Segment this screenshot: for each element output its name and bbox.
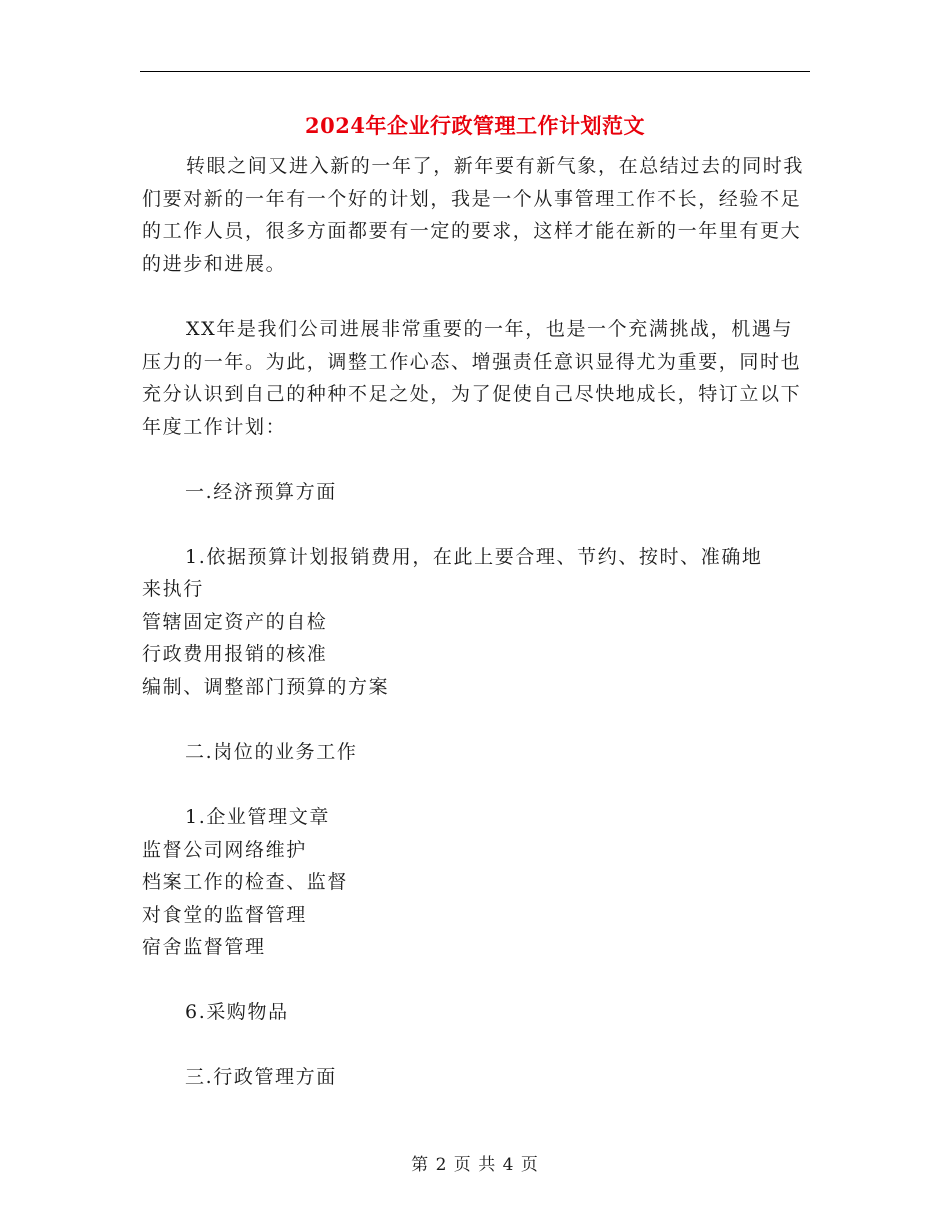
section-heading-budget: 一.经济预算方面 <box>185 481 337 503</box>
list-item: 监督公司网络维护 <box>142 839 307 861</box>
list-item: 行政费用报销的核准 <box>142 643 328 665</box>
list-item: 1.企业管理文章 <box>185 806 330 828</box>
paragraph-intro: 转眼之间又进入新的一年了，新年要有新气象，在总结过去的同时我们要对新的一年有一个好的计划，我是一个从事管理工作不长，经验不足的工作人员，很多方面都要有一定的要求，这样才能在新的一年里有更大的进步和进展。 <box>142 155 805 275</box>
list-item: 管辖固定资产的自检 <box>142 611 328 633</box>
list-item: 宿舍监督管理 <box>142 936 266 958</box>
list-item: 编制、调整部门预算的方案 <box>142 676 390 698</box>
header-rule <box>140 71 810 72</box>
list-item: 对食堂的监督管理 <box>142 904 307 926</box>
list-item: 来执行 <box>142 578 204 600</box>
list-item: 1.依据预算计划报销费用，在此上要合理、节约、按时、准确地 <box>185 546 763 568</box>
page-number: 第 2 页 共 4 页 <box>411 1155 539 1175</box>
section-heading-admin: 三.行政管理方面 <box>185 1066 337 1088</box>
list-item: 6.采购物品 <box>185 1001 289 1023</box>
section-heading-duties: 二.岗位的业务工作 <box>185 741 358 763</box>
paragraph-context: XX年是我们公司进展非常重要的一年，也是一个充满挑战，机遇与压力的一年。为此，调整工作心态、增强责任意识显得尤为重要，同时也充分认识到自己的种种不足之处，为了促使自己尽快地成长，特订立以下年度工作计划： <box>142 318 802 438</box>
list-item: 档案工作的检查、监督 <box>142 871 349 893</box>
document-title: 2024年企业行政管理工作计划范文 <box>305 113 645 138</box>
